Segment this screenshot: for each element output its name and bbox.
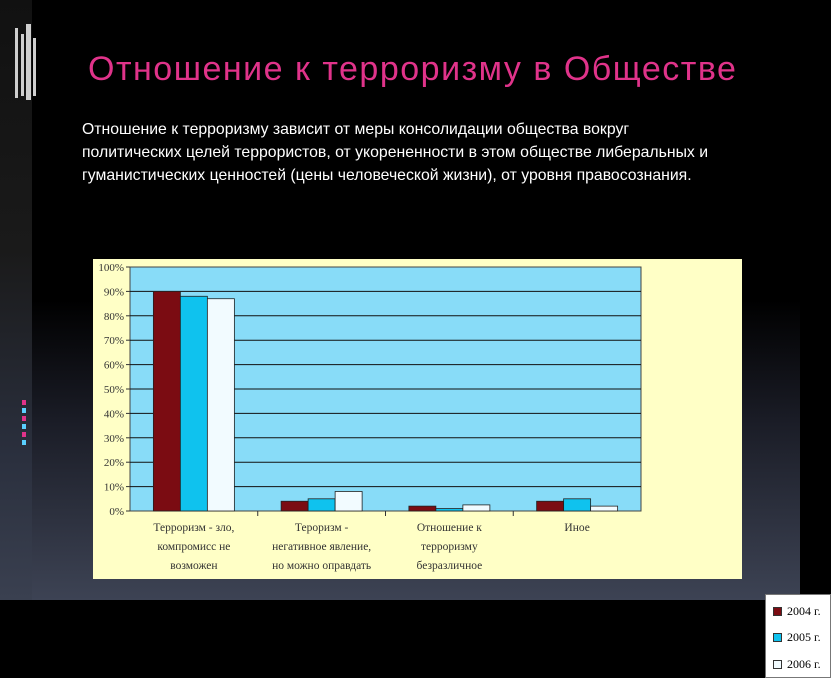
y-tick-label: 0% [109, 506, 124, 518]
bar [409, 506, 436, 511]
chart-legend [765, 594, 831, 678]
legend-label: 2005 г. [787, 629, 821, 644]
accent-marker [22, 400, 26, 405]
slide-title: Отношение к терроризму в Обществе [88, 50, 738, 88]
accent-marker [22, 416, 26, 421]
legend-swatch [773, 660, 782, 669]
y-tick-label: 70% [103, 335, 124, 348]
bar [591, 506, 618, 511]
legend-swatch [773, 607, 782, 616]
y-tick-label: 100% [98, 262, 124, 274]
legend-swatch [773, 633, 782, 642]
legend-label: 2006 г. [787, 656, 821, 671]
y-tick-label: 50% [103, 384, 124, 396]
bar-chart [93, 259, 742, 579]
x-category-label: Тероризм - [294, 522, 349, 534]
decor-rectangles [15, 20, 39, 100]
y-tick-label: 60% [103, 359, 124, 372]
x-category-label: компромисс не [157, 541, 231, 553]
x-category-label: Отношение к [416, 522, 482, 534]
x-category-label: терроризму [421, 541, 478, 553]
slide-body-text: Отношение к терроризму зависит от меры консолидации общества вокруг политических целей террористов, от укорененности в этом обществе либеральных и гуманистических ценностей (цены человеческой жизни), от уровня правосознания. [82, 121, 709, 184]
y-tick-label: 30% [103, 432, 124, 445]
accent-marker [22, 432, 26, 437]
y-tick-label: 90% [103, 286, 124, 299]
bar [463, 505, 490, 511]
y-tick-label: 80% [103, 310, 124, 323]
bar [308, 499, 335, 511]
bar [281, 501, 308, 511]
legend-item [773, 629, 821, 645]
legend-item [773, 603, 821, 619]
bar [335, 491, 362, 511]
x-category-label: негативное явление, [272, 541, 372, 553]
bar [537, 501, 564, 511]
legend-label: 2004 г. [787, 603, 821, 618]
x-category-label: но можно оправдать [272, 560, 372, 572]
bar [564, 499, 591, 511]
x-category-label: Иное [564, 522, 590, 534]
x-category-label: безразличное [416, 560, 483, 572]
bar [207, 299, 234, 511]
accent-marker [22, 408, 26, 413]
accent-marker [22, 424, 26, 429]
y-tick-label: 40% [103, 408, 124, 421]
x-category-label: Терроризм - зло, [153, 522, 235, 534]
y-tick-label: 10% [103, 481, 124, 494]
y-tick-label: 20% [103, 457, 124, 470]
bar [180, 296, 207, 511]
accent-marker [22, 440, 26, 445]
legend-item [773, 656, 821, 672]
bar [153, 291, 180, 511]
x-category-label: возможен [170, 560, 218, 572]
chart-panel [93, 259, 821, 671]
bar [436, 509, 463, 511]
